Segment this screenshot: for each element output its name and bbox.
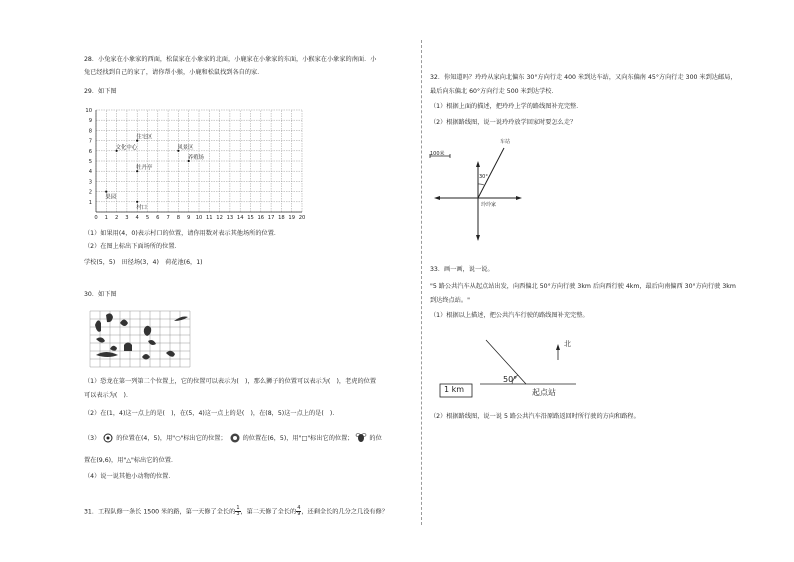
x-tick-label: 19 (288, 215, 296, 221)
q32-line1: 32．你知道吗？玲玲从家向北偏东 30°方向行走 400 米到达车站，又向东偏南 45°方向行走 300 米到达邮局， (430, 74, 737, 81)
q32-line2: 最后向东偏北 60°方向行走 500 米到达学校． (430, 88, 558, 95)
q33-line1: "5 路公共汽车从起点站出发，向西偏北 50°方向行驶 3km 后向西行驶 4km，最后向南偏西 30°方向行驶 3km (430, 283, 736, 290)
y-tick-label: 8 (88, 128, 92, 135)
q30-part4: （4）说一说其他小动物的位置． (84, 473, 175, 480)
x-tick-label: 5 (145, 215, 150, 221)
y-tick-label: 7 (88, 138, 92, 145)
q29-part3: 学校(5，5) 田径场(3，4) 荷花池(6，1) (84, 259, 203, 266)
place-label: 果园 (105, 194, 117, 201)
y-tick-label: 3 (88, 179, 92, 186)
snail-icon (102, 433, 114, 443)
place-point (105, 191, 107, 193)
x-tick-label: 9 (187, 215, 191, 221)
y-tick-label: 2 (88, 189, 92, 196)
y-tick-label: 9 (88, 118, 92, 125)
q29-part2: （2）在图上标出下面场所的位置． (84, 243, 181, 250)
q28-line1: 28．小兔家在小象家的西面，松鼠家在小象家的北面，小鹿家在小象家的东面，小猴家在小象家的南面．小 (84, 56, 377, 63)
q33-part1: （1）根据以上描述，把公共汽车行驶的路线图补充完整。 (430, 312, 589, 319)
lion-icon (229, 433, 241, 443)
q30-part3-bee-text: 的位 (369, 435, 382, 442)
place-label: 牡丹亭 (136, 165, 153, 172)
place-label: 风景区 (177, 144, 194, 151)
place-label: 住宅区 (136, 134, 153, 141)
column-divider (421, 40, 422, 525)
x-tick-label: 10 (195, 215, 203, 221)
q30-animal-grid (86, 309, 202, 371)
y-tick-label: 10 (85, 108, 92, 114)
q31-fraction1-numerator: 1 (236, 505, 240, 511)
x-tick-label: 1 (104, 215, 108, 221)
q32-scale-label: 100米 (430, 151, 445, 157)
q33-line2: 到达终点站。" (430, 297, 470, 304)
q30-title: 30．如下图 (84, 291, 117, 298)
x-tick-label: 0 (94, 215, 98, 221)
place-label: 村口 (136, 204, 147, 211)
q31-fraction1-denominator: 3 (236, 511, 240, 517)
q31-part-c: ，还剩全长的几分之几没有修？ (301, 508, 388, 516)
q30-part2: （2）在(1，4)这一点上的是( )，在(5，4)这一点上的是( )，在(8，5)这一点上的是( )． (84, 410, 339, 417)
place-label: 养殖场 (187, 155, 204, 161)
y-tick-label: 1 (88, 199, 92, 206)
q33-title: 33．画一画，说一说。 (430, 266, 494, 273)
q30-part3-snail-text: 的位置在(4，5)，用"○"标出它的位置； (116, 435, 227, 442)
q30-part3-prefix: （3） (84, 435, 101, 442)
q30-part3-lion-text: 的位置在(6，5)，用"□"标出它的位置； (242, 435, 354, 442)
q32-home-label: 玲玲家 (481, 202, 497, 208)
x-tick-label: 18 (278, 215, 285, 221)
x-tick-label: 15 (247, 215, 254, 221)
x-tick-label: 7 (166, 215, 170, 221)
x-tick-label: 12 (216, 215, 223, 221)
x-tick-label: 13 (226, 215, 234, 221)
x-tick-label: 6 (156, 215, 160, 221)
y-tick-label: 6 (88, 148, 92, 155)
q32-part1: （1）根据上面的描述，把玲玲上学的路线图补充完整． (430, 103, 583, 110)
q31-fraction2-numerator: 4 (297, 505, 301, 511)
q31-part-a: 31．工程队修一条长 1500 米的路，第一天修了全长的 (84, 508, 236, 516)
bee-icon (355, 433, 367, 443)
q33-north-label: 北 (564, 340, 571, 348)
x-tick-label: 3 (125, 215, 129, 221)
x-tick-label: 2 (114, 215, 119, 221)
q29-part1: （1）如果用(4，0)表示村口的位置，请你用数对表示其他场所的位置． (84, 230, 281, 237)
q32-station-label: 车站 (500, 139, 511, 145)
q30-part3-line1 (84, 433, 382, 443)
q33-scale-label: 1 km (444, 385, 465, 394)
place-label: 文化中心 (115, 144, 138, 151)
x-tick-label: 20 (298, 215, 306, 221)
q31-part-b: ，第二天修了全长的 (240, 508, 297, 516)
x-tick-label: 4 (135, 215, 139, 221)
q31-fraction2-denominator: 9 (297, 511, 301, 517)
y-tick-label: 5 (88, 159, 92, 165)
q28-line2: 兔已经找到自己的家了，请你帮小猴，小鹿和松鼠找到各自的家． (84, 69, 264, 76)
q33-start-label: 起点站 (532, 388, 556, 397)
x-tick-label: 16 (257, 215, 265, 221)
q32-angle-label: 30° (479, 174, 488, 180)
q30-part3-line2: 置在(9,6)，用"△"标出它的位置． (84, 457, 178, 464)
q29-title: 29．如下图 (84, 88, 117, 95)
q30-part1a: （1）恐龙在第一列第二个位置上，它的位置可以表示为( )，那么狮子的位置可以表示为( )，老虎的位置 (84, 378, 377, 385)
q29-coordinate-grid (80, 100, 310, 226)
q31-text (84, 506, 388, 517)
x-tick-label: 8 (176, 215, 181, 221)
x-tick-label: 14 (236, 215, 244, 221)
q32-part2: （2）根据路线图，说一说玲玲放学回家时要怎么走？ (430, 119, 577, 126)
y-tick-label: 4 (88, 169, 92, 176)
q30-part1b: 可以表示为( )． (84, 392, 133, 399)
x-tick-label: 11 (205, 215, 213, 221)
q33-part2: （2）根据路线图，说一说 5 路公共汽车沿原路返回时所行驶的方向和路程。 (430, 413, 640, 420)
x-tick-label: 17 (267, 215, 275, 221)
q33-angle-label: 50° (503, 375, 518, 384)
place-point (136, 201, 138, 203)
